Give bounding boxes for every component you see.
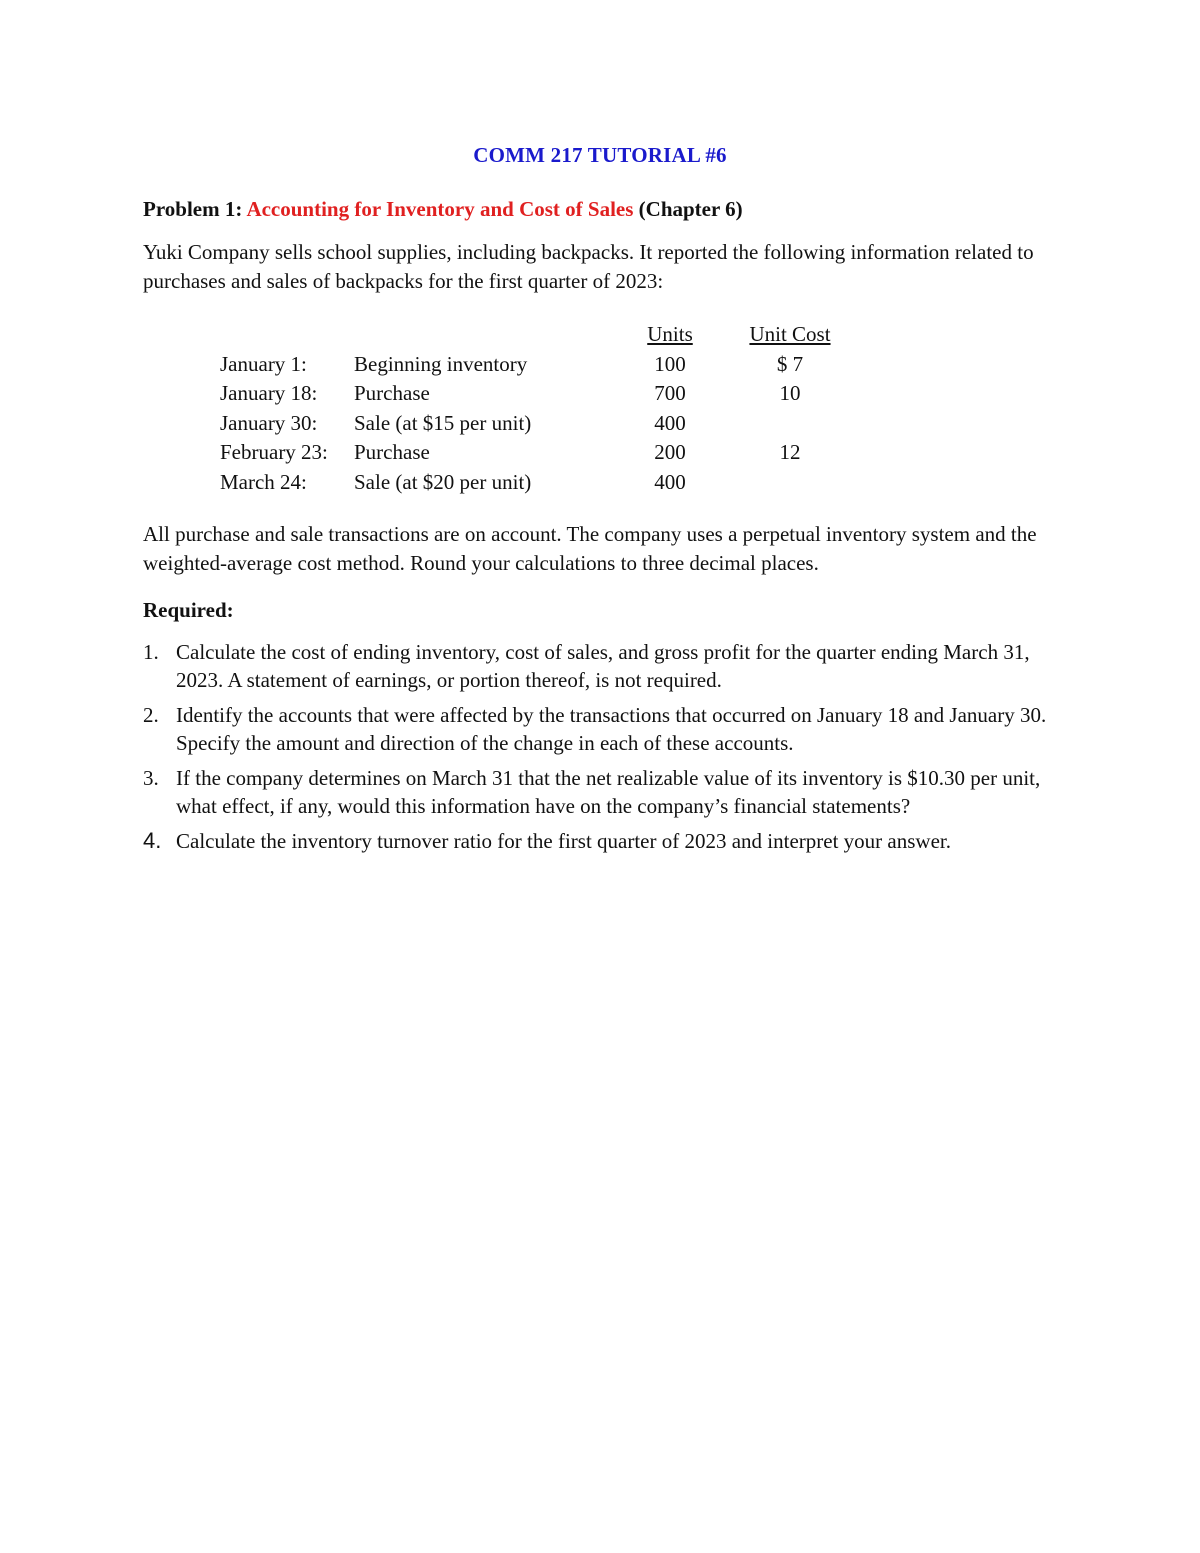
row-unit-cost: $ 7 <box>776 351 804 376</box>
list-item <box>143 827 1063 855</box>
item-text: Calculate the cost of ending inventory, cost of sales, and gross profit for the quarter ending March 31, 2023. A statement of earnings, or portion thereof, is not required. <box>176 640 1030 692</box>
row-date: January 1: <box>220 351 307 376</box>
table-row <box>220 352 880 382</box>
table-row <box>220 381 880 411</box>
problem-heading <box>143 197 743 222</box>
table-header-row <box>220 322 880 352</box>
row-description: Purchase <box>354 440 430 464</box>
row-units: 100 <box>654 351 686 376</box>
item-text: Calculate the inventory turnover ratio for the first quarter of 2023 and interpret your answer. <box>176 829 951 853</box>
row-units: 200 <box>654 440 686 464</box>
problem-chapter: (Chapter 6) <box>638 197 743 221</box>
required-list <box>143 638 1063 862</box>
item-number: 1. <box>143 640 159 664</box>
row-date: January 18: <box>220 381 318 405</box>
list-item <box>143 701 1063 757</box>
document-title: COMM 217 TUTORIAL #6 <box>473 143 727 167</box>
item-text: Identify the accounts that were affected by the transactions that occurred on January 18 and January 30. Specify the amount and direction of the change in each of these accounts. <box>176 703 1047 755</box>
table-row <box>220 470 880 500</box>
method-note-paragraph: All purchase and sale transactions are on account. The company uses a perpetual inventory system and the weighted-average cost method. Round your calculations to three decimal places. <box>143 522 1037 575</box>
item-text: If the company determines on March 31 that the net realizable value of its inventory is $10.30 per unit, what effect, if any, would this information have on the company’s financial statements? <box>176 766 1041 818</box>
row-date: January 30: <box>220 410 318 435</box>
item-number: 4. <box>143 828 162 853</box>
item-number: 2. <box>143 703 159 727</box>
list-item <box>143 638 1063 694</box>
list-item <box>143 764 1063 820</box>
row-description: Sale (at $15 per unit) <box>354 410 532 435</box>
item-number: 3. <box>143 766 159 790</box>
problem-label: Problem 1: <box>143 197 243 221</box>
row-unit-cost: 10 <box>779 381 801 405</box>
required-heading: Required: <box>143 598 234 622</box>
inventory-table <box>220 322 880 499</box>
row-units: 400 <box>654 469 686 494</box>
row-date: March 24: <box>220 469 307 494</box>
row-description: Sale (at $20 per unit) <box>354 469 532 494</box>
unit-cost-header: Unit Cost <box>749 322 831 346</box>
table-row <box>220 411 880 441</box>
units-header: Units <box>647 322 693 346</box>
row-description: Beginning inventory <box>354 351 528 376</box>
row-units: 700 <box>654 381 686 405</box>
row-unit-cost: 12 <box>779 440 801 464</box>
row-date: February 23: <box>220 440 328 464</box>
row-units: 400 <box>654 410 686 435</box>
table-row <box>220 440 880 470</box>
problem-topic: Accounting for Inventory and Cost of Sales <box>246 197 634 221</box>
row-description: Purchase <box>354 381 430 405</box>
intro-paragraph: Yuki Company sells school supplies, including backpacks. It reported the following information related to purchases and sales of backpacks for the first quarter of 2023: <box>143 240 1034 293</box>
